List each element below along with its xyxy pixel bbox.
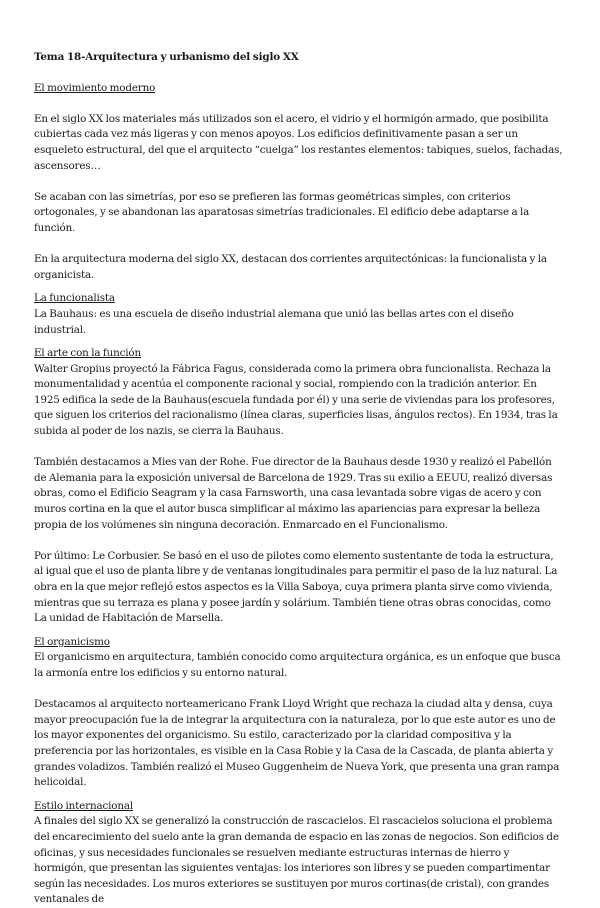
section-heading-movimiento-moderno: El movimiento moderno: [34, 81, 156, 94]
section-heading-estilo-internacional: Estilo internacional: [34, 799, 134, 812]
paragraph: En la arquitectura moderna del siglo XX, destacan dos corrientes arquitectónicas: la funcionalista y la organicista.: [34, 253, 547, 281]
paragraph: El organicismo en arquitectura, también conocido como arquitectura orgánica, es un enfoque que busca la armonía entre los edificios y su entorno natural.: [34, 651, 561, 679]
section-heading-organicismo: El organicismo: [34, 635, 110, 648]
section-heading-arte-funcion: El arte con la función: [34, 347, 142, 360]
paragraph: Walter Gropius proyectó la Fábrica Fagus, considerada como la primera obra funcionalista. Rechaza la monumentalidad y acentúa el componente racional y social, rompiendo con la tradición anterior. En 1925 edifica la sede de la Bauhaus(escuela fundada por él) y una serie de viviendas para los profesores, que siguen los criterios del racionalismo (línea claras, superficies lisas, ángulos rectos). En 1934, tras la subida al poder de los nazis, se cierra la Bauhaus.: [34, 362, 558, 438]
section-heading-funcionalista: La funcionalista: [34, 292, 115, 305]
document-title: Tema 18-Arquitectura y urbanismo del siglo XX: [34, 51, 299, 63]
paragraph: En el siglo XX los materiales más utilizados son el acero, el vidrio y el hormigón armado, que posibilita cubiertas cada vez más ligeras y con menos apoyos. Los edificios definitivamente pasan a ser un esqueleto estructural, del que el arquitecto “cuelga” los restantes elementos: tabiques, suelos, fachadas, ascensores…: [34, 112, 563, 172]
paragraph: La Bauhaus: es una escuela de diseño industrial alemana que unió las bellas artes con el diseño industrial.: [34, 307, 514, 336]
paragraph: Destacamos al arquitecto norteamericano Frank Lloyd Wright que rechaza la ciudad alta y densa, cuya mayor preocupación fue la de integrar la arquitectura con la naturaleza, por lo que este autor es uno de los mayor exponentes del organicismo. Su estilo, caracterizado por la claridad compositiva y la preferencia por las horizontales, es visible en la Casa Robie y la Casa de la Cascada, de planta abierta y grandes voladizos. También realizó el Museo Guggenheim de Nueva York, que presenta una gran rampa helicoidal.: [34, 698, 560, 789]
paragraph: Por último: Le Corbusier. Se basó en el uso de pilotes como elemento sustentante de toda la estructura, al igual que el uso de planta libre y de ventanas longitudinales para permitir el paso de la luz natural. La obra en la que mejor reflejó estos aspectos es la Villa Saboya, cuya primera planta sirve como vivienda, mientras que su terraza es plana y posee jardín y solárium. También tiene otras obras conocidas, como La unidad de Habitación de Marsella.: [34, 549, 558, 625]
paragraph: A finales del siglo XX se generalizó la construcción de rascacielos. El rascacielos soluciona el problema del encarecimiento del suelo ante la gran demanda de espacio en las zonas de negocios. Son edificios de oficinas, y sus necesidades funcionales se resuelven mediante estructuras internas de hierro y hormigón, que presentan las siguientes ventajas: los interiores son libres y se pueden compartimentar según las necesidades. Los muros exteriores se sustituyen por muros cortinas(de cristal), con grandes ventanales de: [34, 815, 559, 906]
paragraph: También destacamos a Mies van der Rohe. Fue director de la Bauhaus desde 1930 y realizó el Pabellón de Alemania para la exposición universal de Barcelona de 1929. Tras su exilio a EEUU, realizó diversas obras, como el Edificio Seagram y la casa Farnsworth, una casa levantada sobre vigas de acero y con muros cortina en la que el autor busca simplificar al máximo las apariencias para expresar la belleza propia de los volúmenes sin ninguna decoración. Enmarcado en el Funcionalismo.: [34, 456, 553, 531]
paragraph: Se acaban con las simetrías, por eso se prefieren las formas geométricas simples, con criterios ortogonales, y se abandonan las aparatosas simetrías tradicionales. El edificio debe adaptarse a la función.: [34, 190, 530, 234]
